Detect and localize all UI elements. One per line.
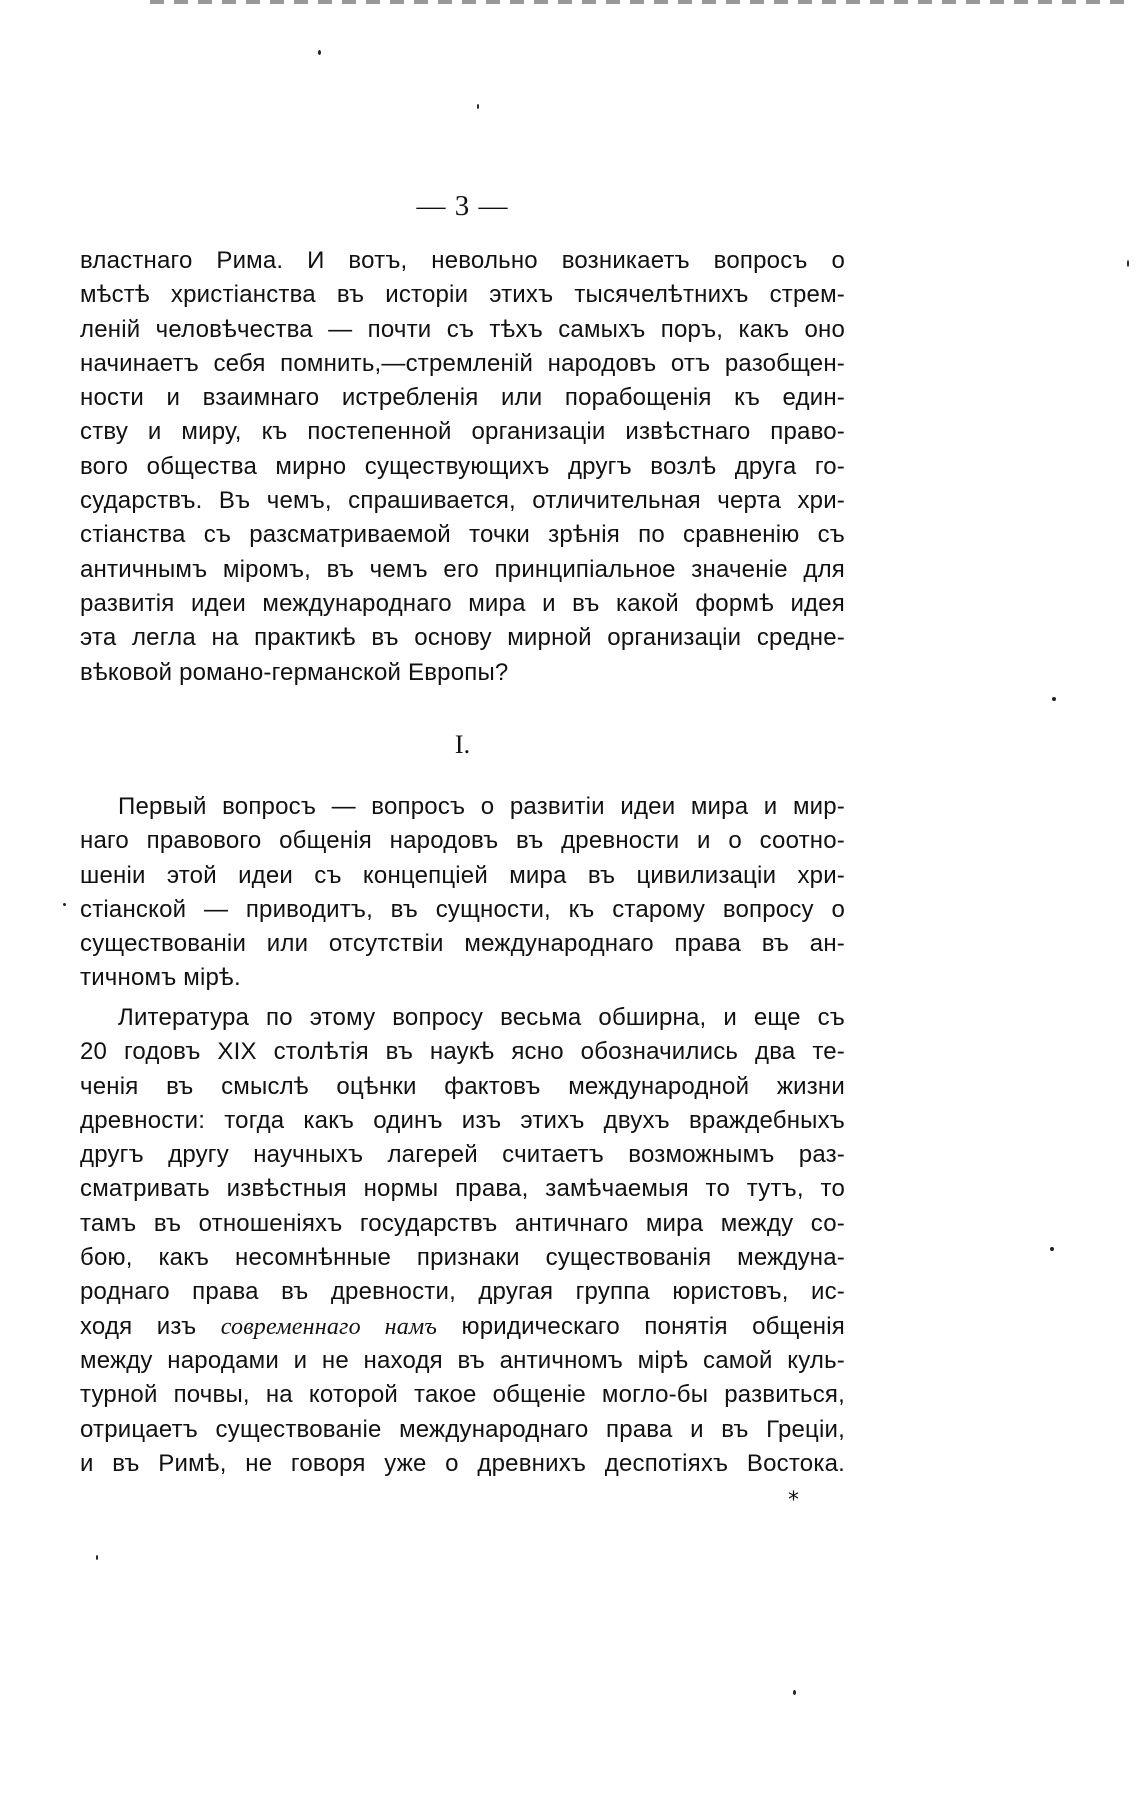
text-line: и въ Римѣ, не говоря уже о древнихъ деспотіяхъ Востока. <box>80 1449 845 1477</box>
text-line: мѣстѣ христіанства въ исторіи этихъ тысячелѣтнихъ стрем- <box>80 281 845 309</box>
text-line: вого общества мирно существующихъ другъ возлѣ друга го- <box>80 452 845 480</box>
text-line: турной почвы, на которой такое общеніе могло-бы развиться, <box>80 1381 845 1409</box>
text-line: отрицаетъ существованіе международнаго права и въ Греціи, <box>80 1415 845 1443</box>
scan-speck <box>477 104 479 109</box>
italic-phrase: современнаго намъ <box>220 1313 438 1340</box>
scan-speck <box>318 50 321 55</box>
page-number: — 3 — <box>416 190 509 222</box>
paragraph-3 <box>80 1001 845 1481</box>
text-line: Литература по этому вопросу весьма обширна, и еще съ <box>118 1004 845 1031</box>
line-end-text: юридическаго понятія общенія <box>461 1312 845 1340</box>
text-line: между народами и не находя въ античномъ мірѣ самой куль- <box>80 1346 845 1374</box>
text-line: начинаетъ себя помнить,—стремленій народовъ отъ разобщен- <box>80 349 845 377</box>
paragraph-1 <box>80 244 845 690</box>
text-line: существованіи или отсутствіи международнаго права въ ан- <box>80 930 845 958</box>
scan-speck <box>1052 697 1056 701</box>
text-line: развитія идеи международнаго мира и въ какой формѣ идея <box>80 589 845 617</box>
line-start-text: ходя изъ <box>80 1312 197 1340</box>
paragraph-2 <box>80 790 845 996</box>
text-line: шеніи этой идеи съ концепціей мира въ цивилизаціи хри- <box>80 861 845 889</box>
text-line: тамъ въ отношеніяхъ государствъ античнаго мира между со- <box>80 1209 845 1237</box>
text-line: другъ другу научныхъ лагерей считаетъ возможнымъ раз- <box>80 1141 845 1169</box>
text-line: бою, какъ несомнѣнные признаки существованія междуна- <box>80 1244 845 1272</box>
scan-edge-artifact <box>150 0 1130 4</box>
text-line: стіанства съ разсматриваемой точки зрѣнія по сравненію съ <box>80 521 845 549</box>
text-line: Первый вопросъ — вопросъ о развитіи идеи мира и мир- <box>118 793 845 820</box>
text-line: тичномъ мірѣ. <box>80 964 241 992</box>
text-line: сматривать извѣстныя нормы права, замѣчаемыя то тутъ, то <box>80 1175 845 1203</box>
footnote-mark: * <box>788 1488 799 1513</box>
text-line: вѣковой романо-германской Европы? <box>80 658 509 686</box>
text-line-with-italic <box>80 1310 845 1344</box>
text-line: ности и взаимнаго истребленія или порабощенія къ един- <box>80 384 845 412</box>
text-line: стіанской — приводитъ, въ сущности, къ старому вопросу о <box>80 895 845 923</box>
text-line: ченія въ смыслѣ оцѣнки фактовъ международной жизни <box>80 1072 845 1100</box>
section-heading: I. <box>454 730 471 759</box>
text-line: эта легла на практикѣ въ основу мирной организаціи средне- <box>80 624 845 652</box>
scan-speck <box>96 1555 98 1560</box>
text-line: ству и миру, къ постепенной организаціи извѣстнаго право- <box>80 418 845 446</box>
text-line: наго правового общенія народовъ въ древности и о соотно- <box>80 827 845 855</box>
scan-speck <box>63 903 66 906</box>
scan-speck <box>793 1690 796 1695</box>
text-line: античнымъ міромъ, въ чемъ его принципіальное значеніе для <box>80 555 845 583</box>
text-line: сударствъ. Въ чемъ, спрашивается, отличительная черта хри- <box>80 487 845 515</box>
text-line: 20 годовъ XIX столѣтія въ наукѣ ясно обозначились два те- <box>80 1038 845 1066</box>
text-line: роднаго права въ древности, другая группа юристовъ, ис- <box>80 1278 845 1306</box>
text-line: властнаго Рима. И вотъ, невольно возникаетъ вопросъ о <box>80 247 845 274</box>
scan-speck <box>1050 1247 1054 1251</box>
scan-speck <box>1127 260 1129 267</box>
text-line: леній человѣчества — почти съ тѣхъ самыхъ поръ, какъ оно <box>80 315 845 343</box>
text-line: древности: тогда какъ одинъ изъ этихъ двухъ враждебныхъ <box>80 1106 845 1134</box>
